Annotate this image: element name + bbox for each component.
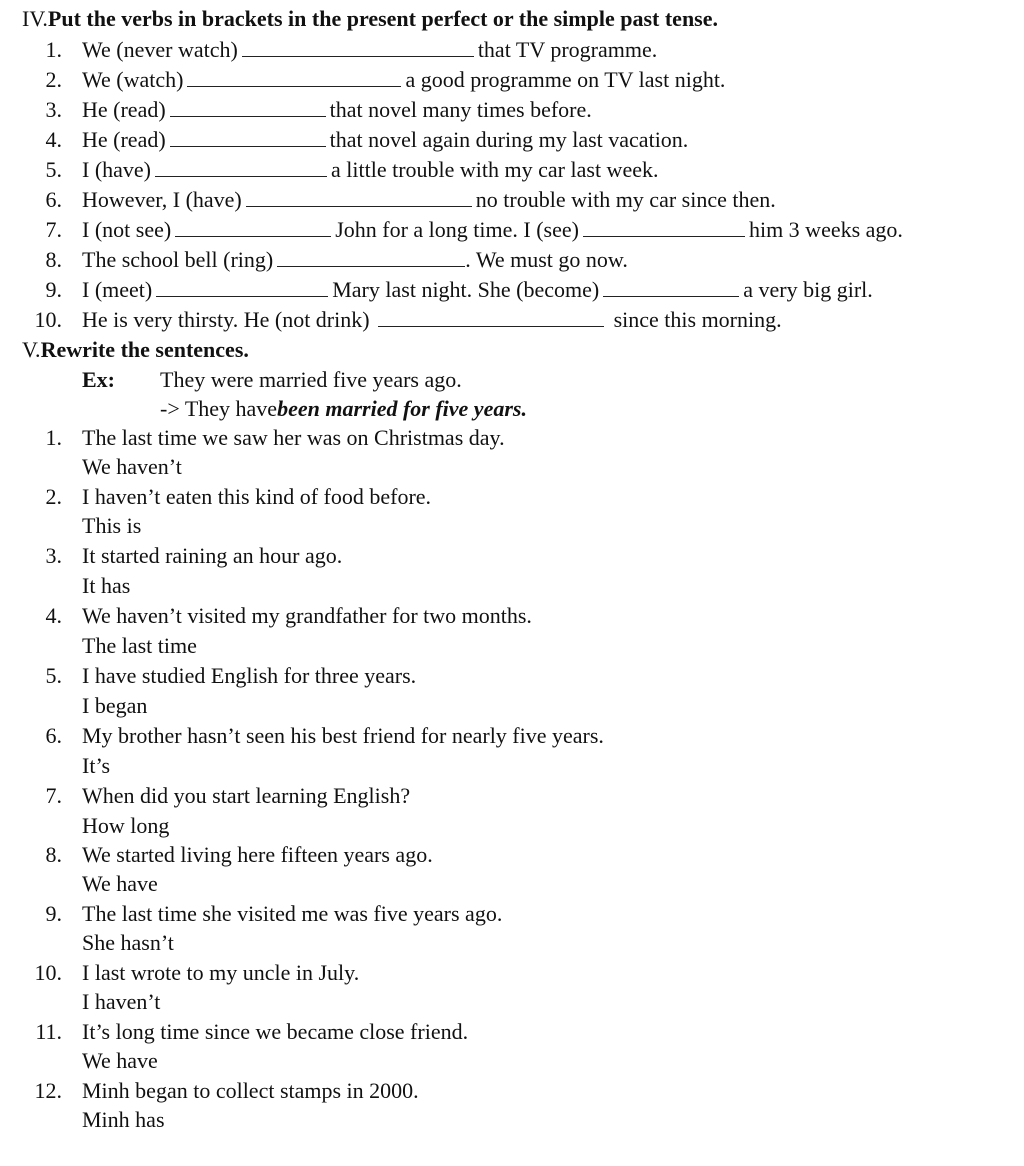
item-prompt[interactable]: This is (82, 513, 142, 538)
item-prompt[interactable]: She hasn’t (82, 930, 174, 955)
answer-blank[interactable] (246, 188, 472, 207)
list-item-number: 2. (45, 484, 62, 509)
item-text: I (not see) (82, 217, 172, 242)
item-text: We (watch) (82, 67, 184, 92)
list-item (82, 187, 776, 213)
item-sentence: It’s long time since we became close friend. (82, 1019, 469, 1044)
answer-blank[interactable] (175, 218, 331, 237)
list-item-number: 5. (45, 663, 62, 688)
list-item-number: 10. (34, 307, 62, 332)
item-sentence: The last time she visited me was five years ago. (82, 901, 503, 926)
list-item-number: 2. (45, 67, 62, 92)
item-sentence: I haven’t eaten this kind of food before. (82, 484, 432, 509)
list-item (82, 157, 658, 183)
item-text: I (meet) (82, 277, 153, 302)
item-prompt[interactable]: Minh has (82, 1107, 165, 1132)
item-prompt[interactable]: We have (82, 1048, 158, 1073)
item-text: a very big girl. (743, 277, 873, 302)
item-sentence: I last wrote to my uncle in July. (82, 960, 360, 985)
item-text: that TV programme. (477, 37, 658, 62)
list-item (82, 67, 725, 93)
example-answer-prefix: -> They have (160, 396, 278, 421)
list-item (82, 127, 688, 153)
answer-blank[interactable] (277, 248, 465, 267)
item-sentence: The last time we saw her was on Christmas day. (82, 425, 505, 450)
list-item (82, 217, 903, 243)
list-item (82, 277, 873, 303)
example-answer (160, 396, 527, 422)
item-prompt[interactable]: The last time (82, 633, 197, 658)
item-prompt[interactable]: How long (82, 813, 170, 838)
item-text: that novel many times before. (329, 97, 592, 122)
list-item-number: 7. (45, 217, 62, 242)
answer-blank[interactable] (156, 278, 328, 297)
list-item-number: 12. (34, 1078, 62, 1103)
answer-blank[interactable] (242, 38, 474, 57)
item-prompt[interactable]: It has (82, 573, 131, 598)
list-item-number: 3. (45, 97, 62, 122)
list-item (82, 247, 628, 273)
item-prompt[interactable]: We have (82, 871, 158, 896)
item-prompt[interactable]: We haven’t (82, 454, 182, 479)
list-item-number: 6. (45, 187, 62, 212)
list-item-number: 4. (45, 127, 62, 152)
list-item (82, 37, 657, 63)
answer-blank[interactable] (170, 98, 326, 117)
answer-blank[interactable] (170, 128, 326, 147)
item-text: The school bell (ring) (82, 247, 274, 272)
list-item-number: 4. (45, 603, 62, 628)
item-text: He is very thirsty. He (not drink) (82, 307, 370, 332)
answer-blank[interactable] (378, 308, 604, 327)
item-sentence: My brother hasn’t seen his best friend for nearly five years. (82, 723, 604, 748)
section-iv-heading (22, 6, 718, 32)
section-v-number: V. (22, 337, 41, 362)
section-v-heading (22, 337, 249, 363)
answer-blank[interactable] (187, 68, 401, 87)
list-item (82, 307, 782, 333)
list-item-number: 1. (45, 425, 62, 450)
item-sentence: It started raining an hour ago. (82, 543, 343, 568)
item-text: However, I (have) (82, 187, 242, 212)
list-item-number: 8. (45, 842, 62, 867)
item-text: a good programme on TV last night. (405, 67, 726, 92)
item-prompt[interactable]: I haven’t (82, 989, 161, 1014)
item-text: I (have) (82, 157, 152, 182)
answer-blank[interactable] (583, 218, 745, 237)
item-text: that novel again during my last vacation. (329, 127, 689, 152)
answer-blank[interactable] (155, 158, 327, 177)
item-sentence: I have studied English for three years. (82, 663, 417, 688)
list-item-number: 10. (34, 960, 62, 985)
item-text: He (read) (82, 127, 166, 152)
list-item-number: 6. (45, 723, 62, 748)
list-item-number: 8. (45, 247, 62, 272)
list-item-number: 3. (45, 543, 62, 568)
item-text: Mary last night. She (become) (332, 277, 600, 302)
item-prompt[interactable]: It’s (82, 753, 111, 778)
item-sentence: We started living here fifteen years ago. (82, 842, 433, 867)
section-iv-number: IV. (22, 6, 48, 31)
example-sentence: They were married five years ago. (160, 367, 462, 392)
item-text: since this morning. (613, 307, 782, 332)
item-prompt[interactable]: I began (82, 693, 148, 718)
item-text: John for a long time. I (see) (335, 217, 579, 242)
item-text: a little trouble with my car last week. (331, 157, 659, 182)
example-answer-emphasis: been married for five years. (277, 396, 527, 421)
example-label: Ex: (82, 367, 115, 392)
list-item (82, 97, 592, 123)
list-item-number: 1. (45, 37, 62, 62)
list-item-number: 7. (45, 783, 62, 808)
item-text: He (read) (82, 97, 166, 122)
list-item-number: 9. (45, 277, 62, 302)
item-text: no trouble with my car since then. (475, 187, 776, 212)
item-text: . We must go now. (465, 247, 628, 272)
list-item-number: 9. (45, 901, 62, 926)
section-v-title: Rewrite the sentences. (40, 337, 249, 362)
list-item-number: 5. (45, 157, 62, 182)
item-sentence: Minh began to collect stamps in 2000. (82, 1078, 419, 1103)
item-text: We (never watch) (82, 37, 238, 62)
item-sentence: We haven’t visited my grandfather for two months. (82, 603, 532, 628)
section-iv-title: Put the verbs in brackets in the present perfect or the simple past tense. (47, 6, 718, 31)
answer-blank[interactable] (603, 278, 739, 297)
list-item-number: 11. (35, 1019, 62, 1044)
item-text: him 3 weeks ago. (748, 217, 903, 242)
item-sentence: When did you start learning English? (82, 783, 411, 808)
